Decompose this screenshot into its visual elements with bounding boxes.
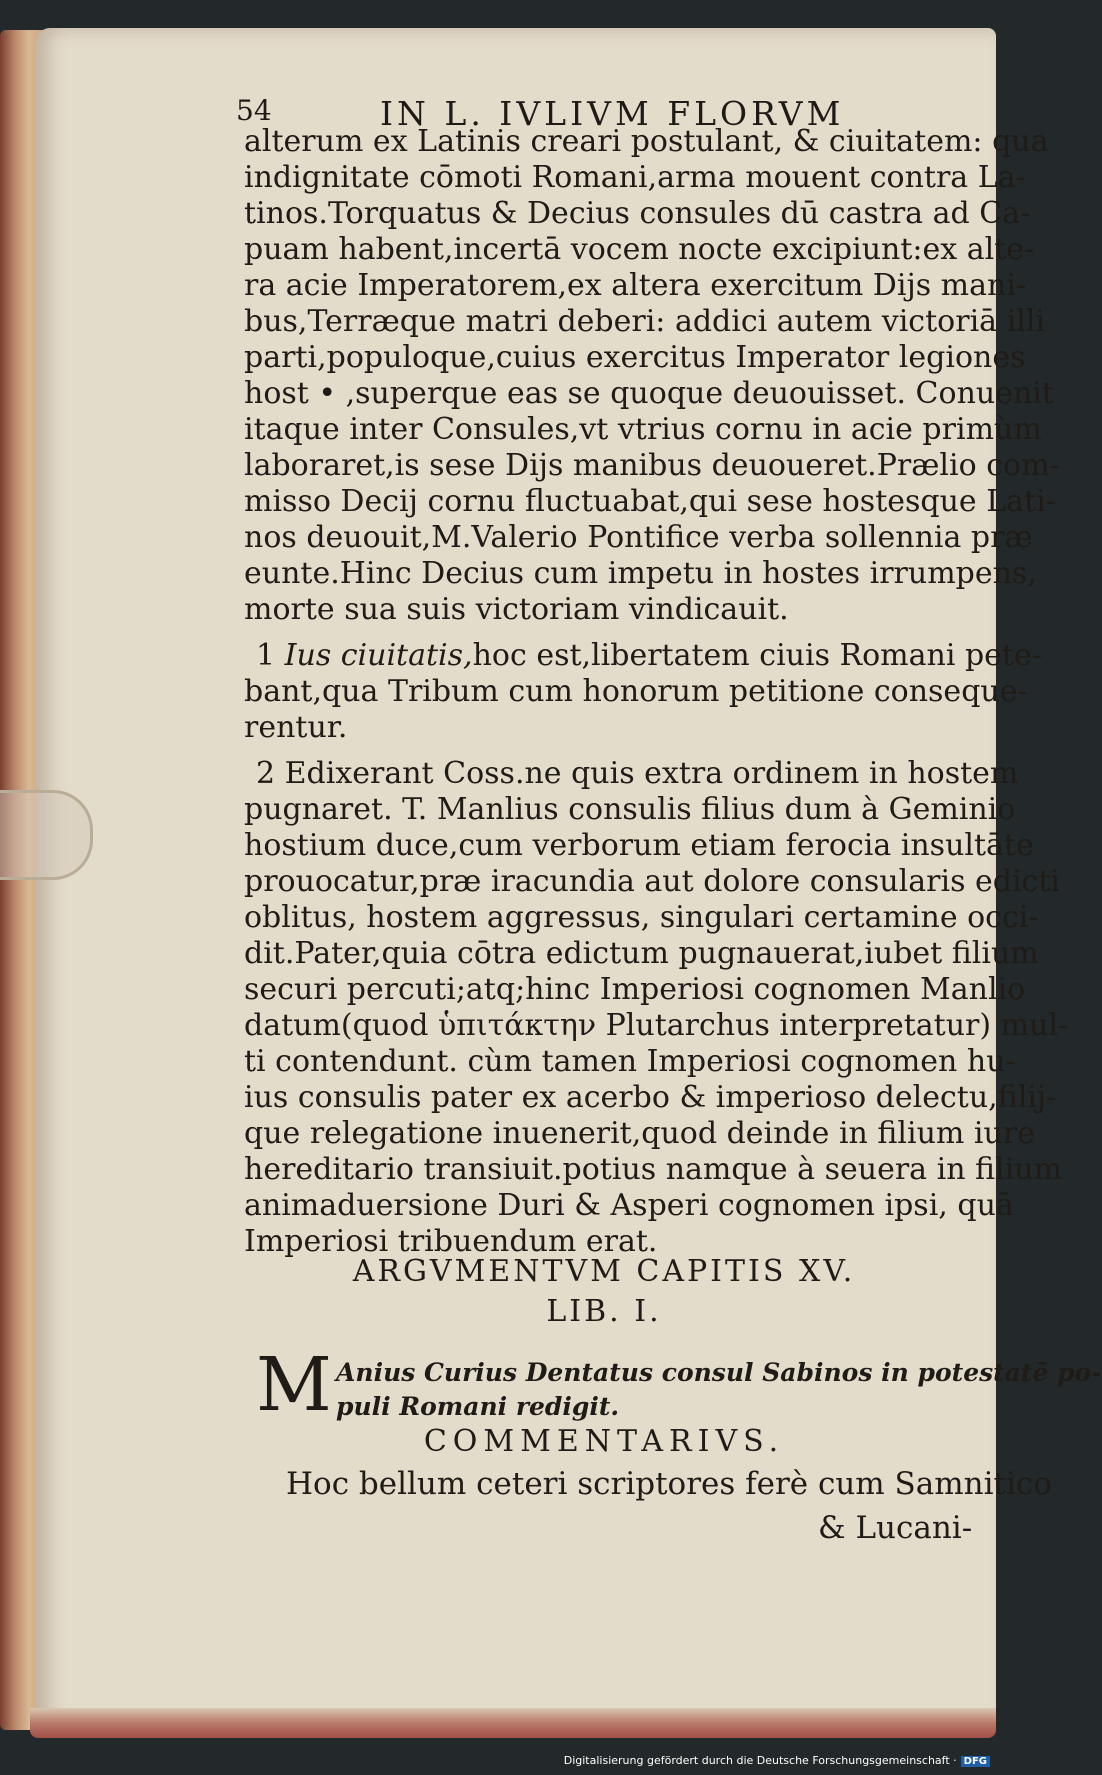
body-line: tinos.Torquatus & Decius consules dū castra ad Ca-	[244, 196, 1031, 231]
body-line: eunte.Hinc Decius cum impetu in hostes irrumpens,	[244, 556, 1037, 591]
argument-summary-line: Anius Curius Dentatus consul Sabinos in potestatē po-	[336, 1358, 1102, 1387]
commentary-catchword: & Lucani-	[818, 1510, 973, 1546]
dfg-logo-icon: DFG	[961, 1756, 990, 1767]
body-line: puam habent,incertā vocem nocte excipiunt:ex alte-	[244, 232, 1035, 267]
body-line: parti,populoque,cuius exercitus Imperator legiones	[244, 340, 1026, 375]
note-1-lemma: Ius ciuitatis,	[284, 638, 473, 673]
body-line: nos deuouit,M.Valerio Pontifice verba sollennia præ	[244, 520, 1033, 555]
drop-cap-initial: M	[256, 1342, 332, 1428]
note-2-line: Imperiosi tribuendum erat.	[244, 1224, 658, 1259]
note-2-line: ti contendunt. cùm tamen Imperiosi cognomen hu-	[244, 1044, 1016, 1079]
digitization-credit	[564, 1754, 990, 1767]
note-2-line: que relegatione inuenerit,quod deinde in filium iure	[244, 1116, 1035, 1151]
note-1-marker: 1	[256, 638, 276, 673]
body-line: ra acie Imperatorem,ex altera exercitum Dijs mani-	[244, 268, 1027, 303]
note-2-line: hereditario transiuit.potius namque à seuera in filium	[244, 1152, 1063, 1187]
note-1-line: rentur.	[244, 710, 348, 745]
body-line: laboraret,is sese Dijs manibus deuoueret.Prælio com-	[244, 448, 1060, 483]
note-2-line: datum(quod ὑπιτάκτην Plutarchus interpretatur) mul-	[244, 1008, 1069, 1043]
note-2-line: pugnaret. T. Manlius consulis filius dum à Geminio	[244, 792, 1016, 827]
argument-heading: ARGVMENTVM CAPITIS XV.	[352, 1254, 856, 1289]
commentary-line: Hoc bellum ceteri scriptores ferè cum Samnitico	[286, 1466, 1052, 1502]
note-1-text: hoc est,libertatem ciuis Romani pete-	[472, 638, 1042, 673]
note-2-first-line: 2 Edixerant Coss.ne quis extra ordinem in hostem	[256, 756, 1019, 791]
book-clasp	[0, 790, 93, 880]
body-line: itaque inter Consules,vt vtrius cornu in acie primùm	[244, 412, 1042, 447]
note-2-line: prouocatur,præ iracundia aut dolore consularis edicti	[244, 864, 1061, 899]
note-2-line: dit.Pater,quia cōtra edictum pugnauerat,iubet filium	[244, 936, 1039, 971]
note-2-line: ius consulis pater ex acerbo & imperioso delectu,filij-	[244, 1080, 1057, 1115]
body-line: host • ,superque eas se quoque deuouisset. Conuenit	[244, 376, 1054, 411]
note-1-first-line	[256, 638, 1042, 674]
note-2-line: hostium duce,cum verborum etiam ferocia insultāte	[244, 828, 1034, 863]
commentary-heading: COMMENTARIVS.	[423, 1424, 785, 1459]
note-1-line: bant,qua Tribum cum honorum petitione conseque-	[244, 674, 1028, 709]
book-label: LIB. I.	[546, 1294, 662, 1329]
page-number: 54	[236, 94, 272, 127]
body-line: indignitate cōmoti Romani,arma mouent contra La-	[244, 160, 1026, 195]
note-2-line: animaduersione Duri & Asperi cognomen ipsi, quā	[244, 1188, 1014, 1223]
body-line: misso Decij cornu fluctuabat,qui sese hostesque Lati-	[244, 484, 1056, 519]
running-head: IN L. IVLIVM FLORVM	[380, 94, 845, 133]
body-line: bus,Terræque matri deberi: addici autem victoriā illi	[244, 304, 1045, 339]
note-2-line: securi percuti;atq;hinc Imperiosi cognomen Manlio	[244, 972, 1026, 1007]
book-bottom-edge	[30, 1708, 996, 1738]
argument-summary-line: puli Romani redigit.	[336, 1392, 620, 1421]
note-2-line: oblitus, hostem aggressus, singulari certamine occi-	[244, 900, 1039, 935]
body-line: morte sua suis victoriam vindicauit.	[244, 592, 789, 627]
body-line: alterum ex Latinis creari postulant, & ciuitatem: qua	[244, 124, 1049, 159]
credit-text: Digitalisierung gefördert durch die Deutsche Forschungsgemeinschaft ·	[563, 1754, 957, 1767]
